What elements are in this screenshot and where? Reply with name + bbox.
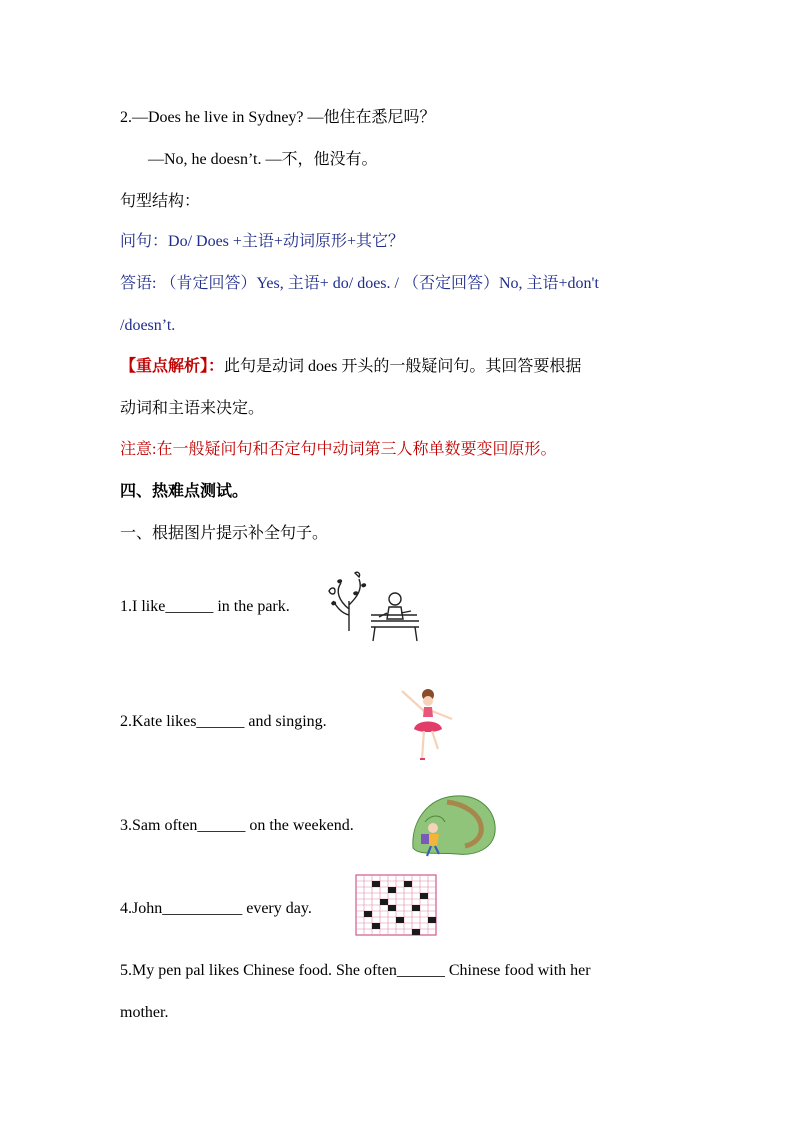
crossword-puzzle-picture xyxy=(355,874,437,936)
answer-pattern-line xyxy=(120,274,599,294)
analysis-line xyxy=(120,357,581,377)
item-5-cont: mother. xyxy=(120,1004,169,1021)
example-question-line: 2.—Does he live in Sydney? —他住在悉尼吗？ xyxy=(120,109,436,126)
test-subheading: 一、根据图片提示补全句子。 xyxy=(120,525,329,542)
test-heading: 四、热难点测试。 xyxy=(120,483,249,500)
hiking-hill-picture xyxy=(407,792,497,858)
item-2: 2.Kate likes______ and singing. xyxy=(120,713,327,730)
question-formula: Do/ Does +主语+动词原形+其它？ xyxy=(168,233,404,250)
item-1: 1.I like______ in the park. xyxy=(120,598,290,615)
item-3: 3.Sam often______ on the weekend. xyxy=(120,817,354,834)
question-pattern-line xyxy=(120,232,404,252)
analysis-cont: 动词和主语来决定。 xyxy=(120,400,265,417)
item-5: 5.My pen pal likes Chinese food. She often______ Chinese food with her xyxy=(120,962,591,979)
answer-pattern-cont: /doesn’t. xyxy=(120,317,176,334)
note-line: 注意:在一般疑问句和否定句中动词第三人称单数要变回原形。 xyxy=(120,441,557,458)
item-4: 4.John__________ every day. xyxy=(120,900,312,917)
analysis-label: 【重点解析】： xyxy=(120,358,225,375)
example-answer-line: —No, he doesn’t. —不，他没有。 xyxy=(148,151,378,168)
structure-label: 句型结构： xyxy=(120,193,201,210)
answer-label: 答语: xyxy=(120,275,157,292)
dancing-girl-picture xyxy=(398,683,456,763)
analysis-text: 此句是动词 does 开头的一般疑问句。其回答要根据 xyxy=(224,358,582,375)
answer-formula: （肯定回答）Yes, 主语+ do/ does. / （否定回答）No, 主语+don't xyxy=(160,275,599,292)
park-bench-reading-picture xyxy=(327,571,423,643)
question-label: 问句： xyxy=(120,233,169,250)
